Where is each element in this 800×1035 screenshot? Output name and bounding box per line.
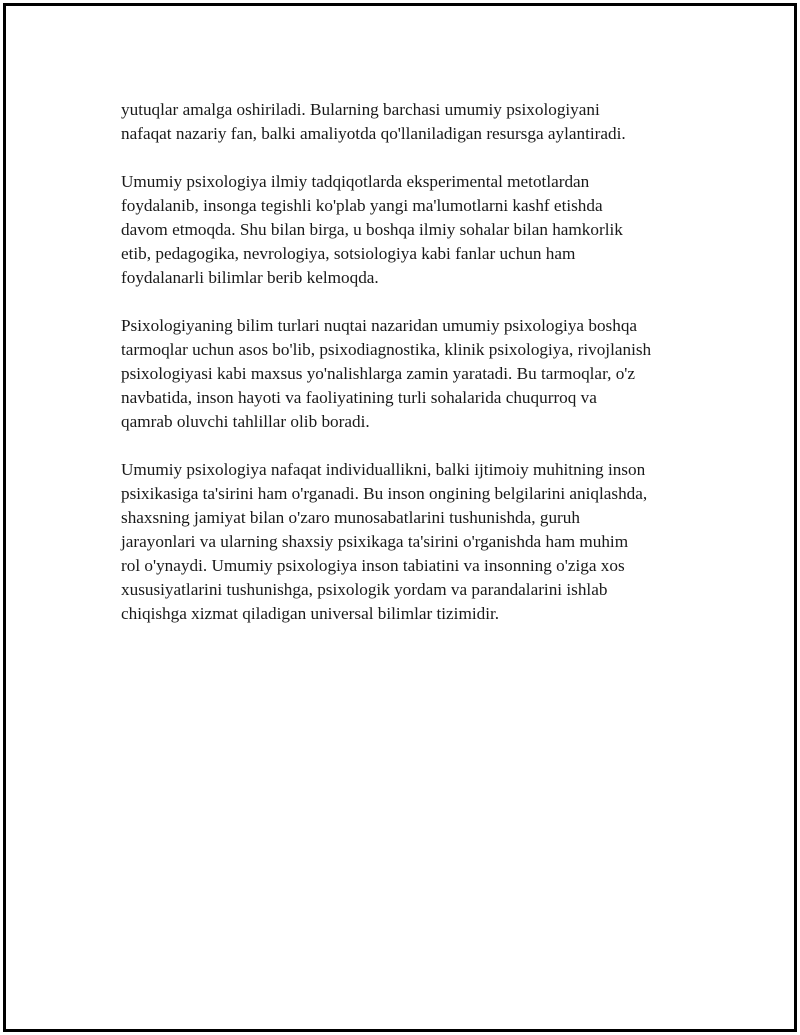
text-line: navbatida, inson hayoti va faoliyatining turli sohalarida chuqurroq va — [121, 388, 597, 407]
text-line: foydalanarli bilimlar berib kelmoqda. — [121, 268, 379, 287]
text-line: Psixologiyaning bilim turlari nuqtai nazaridan umumiy psixologiya boshqa — [121, 316, 638, 335]
paragraph-3 — [121, 314, 701, 434]
text-line: psixikasiga ta'sirini ham o'rganadi. Bu inson ongining belgilarini aniqlashda, — [121, 484, 648, 503]
text-line: chiqishga xizmat qiladigan universal bilimlar tizimidir. — [121, 604, 500, 623]
text-line: yutuqlar amalga oshiriladi. Bularning barchasi umumiy psixologiyani — [121, 100, 600, 119]
paragraph-2 — [121, 170, 701, 290]
document-body — [121, 98, 701, 650]
text-line: davom etmoqda. Shu bilan birga, u boshqa ilmiy sohalar bilan hamkorlik — [121, 220, 623, 239]
page-frame — [3, 3, 797, 1032]
paragraph-1 — [121, 98, 701, 146]
text-line: nafaqat nazariy fan, balki amaliyotda qo'llaniladigan resursga aylantiradi. — [121, 124, 626, 143]
text-line: shaxsning jamiyat bilan o'zaro munosabatlarini tushunishda, guruh — [121, 508, 580, 527]
text-line: xususiyatlarini tushunishga, psixologik yordam va parandalarini ishlab — [121, 580, 608, 599]
text-line: qamrab oluvchi tahlillar olib boradi. — [121, 412, 370, 431]
paragraph-4 — [121, 458, 701, 626]
text-line: jarayonlari va ularning shaxsiy psixikaga ta'sirini o'rganishda ham muhim — [121, 532, 629, 551]
text-line: foydalanib, insonga tegishli ko'plab yangi ma'lumotlarni kashf etishda — [121, 196, 603, 215]
text-line: psixologiyasi kabi maxsus yo'nalishlarga zamin yaratadi. Bu tarmoqlar, o'z — [121, 364, 636, 383]
text-line: Umumiy psixologiya nafaqat individuallikni, balki ijtimoiy muhitning inson — [121, 460, 646, 479]
text-line: etib, pedagogika, nevrologiya, sotsiologiya kabi fanlar uchun ham — [121, 244, 576, 263]
text-line: Umumiy psixologiya ilmiy tadqiqotlarda eksperimental metotlardan — [121, 172, 590, 191]
text-line: rol o'ynaydi. Umumiy psixologiya inson tabiatini va insonning o'ziga xos — [121, 556, 625, 575]
text-line: tarmoqlar uchun asos bo'lib, psixodiagnostika, klinik psixologiya, rivojlanish — [121, 340, 652, 359]
